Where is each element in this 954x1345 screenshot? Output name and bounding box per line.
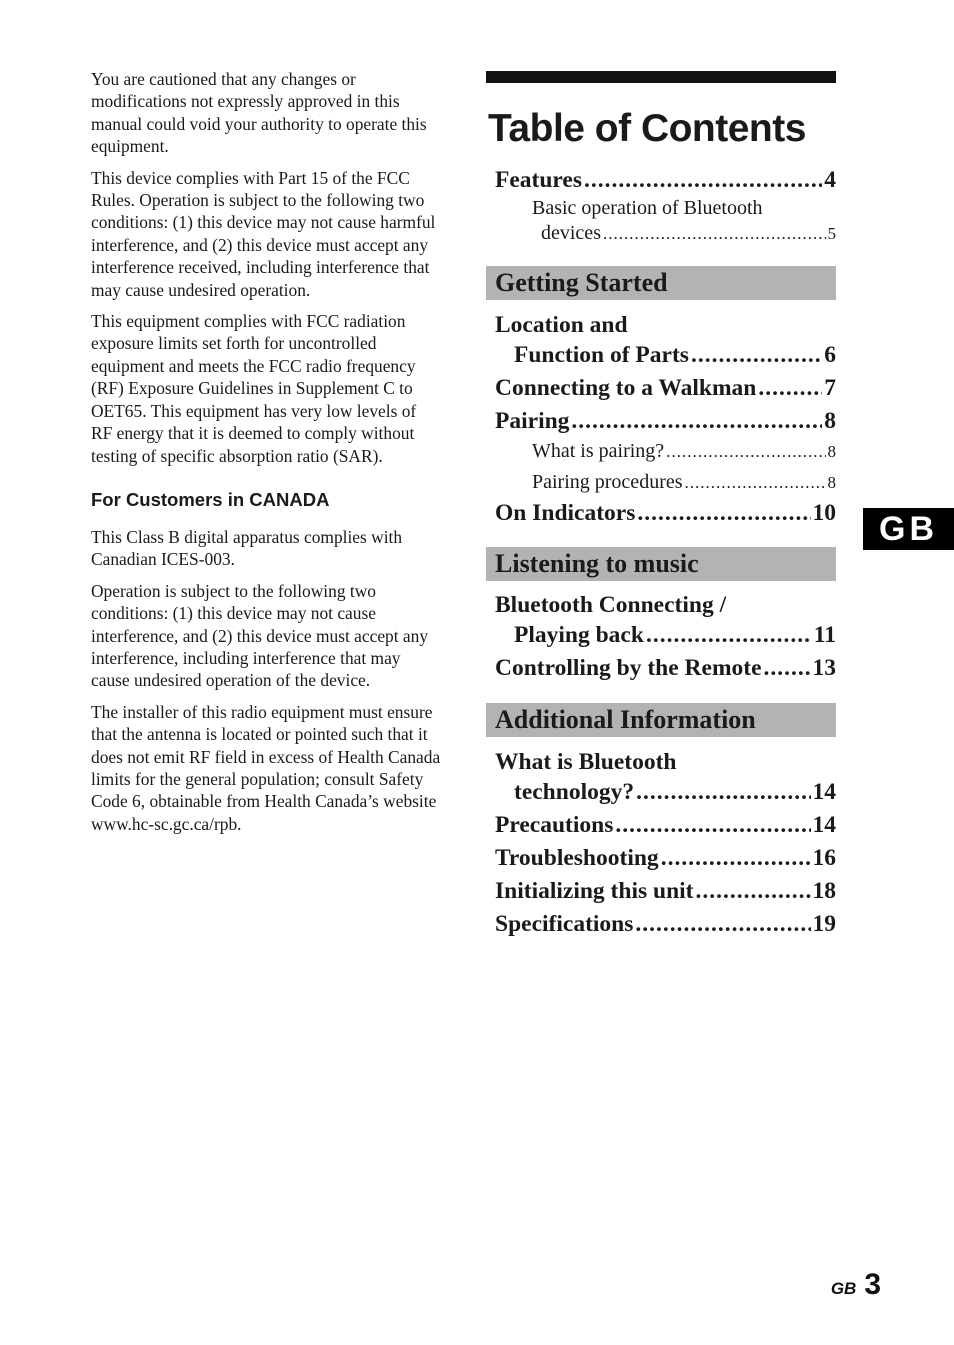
toc-entry-label: Initializing this unit bbox=[495, 878, 694, 904]
toc-entry-pairing-procedures[interactable] bbox=[486, 467, 836, 498]
toc-entry-what-is-bluetooth[interactable]: What is Bluetooth bbox=[495, 749, 677, 775]
page-number: 3 bbox=[864, 1268, 881, 1301]
toc-entry-label: On Indicators bbox=[495, 500, 636, 526]
toc-entry-label: Controlling by the Remote bbox=[495, 655, 762, 681]
installer-paragraph: The installer of this radio equipment must ensure that the antenna is located or pointed such that it does not emit RF field in excess of Health Canada limits for the general population; consult Safety Code 6, obtainable from Health Canada’s website www.hc-sc.gc.ca/rpb. bbox=[91, 701, 441, 834]
toc-entry-label: Precautions bbox=[495, 812, 614, 838]
toc-page: 8 bbox=[824, 408, 836, 434]
toc-entry-function-of-parts[interactable] bbox=[486, 340, 836, 370]
toc-page: 5 bbox=[827, 224, 836, 243]
canada-conditions-paragraph: Operation is subject to the following two conditions: (1) this device may not cause interference, and (2) this device must accept any interference, including interference that may cause undesired operation of the device. bbox=[91, 580, 429, 691]
ices-paragraph: This Class B digital apparatus complies with Canadian ICES-003. bbox=[91, 526, 403, 570]
section-listening-to-music: Listening to music bbox=[486, 547, 836, 581]
section-additional-information: Additional Information bbox=[486, 703, 836, 737]
toc-entry-label: Specifications bbox=[495, 911, 634, 937]
fcc-radiation-paragraph: This equipment complies with FCC radiation exposure limits set forth for uncontrolled equipment and meets the FCC radio frequency (RF) Exposure Guidelines in Supplement C to OET65. This equipment has very low levels of RF energy that it is deemed to comply without testing of specific absorption ratio (SAR). bbox=[91, 311, 417, 466]
toc-entry-initializing[interactable] bbox=[486, 876, 836, 906]
toc-title: Table of Contents bbox=[488, 107, 806, 150]
toc-page: 11 bbox=[813, 622, 836, 648]
toc-entry-label: devices bbox=[541, 222, 601, 244]
toc-page: 14 bbox=[812, 779, 836, 805]
toc-entry-label: Troubleshooting bbox=[495, 845, 659, 871]
toc-entry-label: Pairing procedures bbox=[532, 471, 683, 493]
toc-entry-indicators[interactable] bbox=[486, 498, 836, 528]
toc-page: 16 bbox=[812, 845, 836, 871]
toc-entry-precautions[interactable] bbox=[486, 810, 836, 840]
toc-entry-basic-operation[interactable] bbox=[486, 195, 836, 221]
toc-entry-label: Connecting to a Walkman bbox=[495, 375, 757, 401]
toc-entry-label: Playing back bbox=[514, 622, 644, 648]
toc-page: 19 bbox=[812, 911, 836, 937]
toc-page: 10 bbox=[812, 500, 836, 526]
toc-entry-playing-back[interactable] bbox=[486, 620, 836, 650]
toc-entry-label: What is pairing? bbox=[532, 440, 665, 462]
footer-region-code: GB bbox=[830, 1279, 857, 1298]
toc-page: 4 bbox=[824, 167, 836, 193]
toc-entry-what-is-pairing[interactable] bbox=[486, 436, 836, 467]
toc-entry-features[interactable] bbox=[486, 165, 836, 195]
toc-entry-label: Pairing bbox=[495, 408, 570, 434]
toc-page: 8 bbox=[827, 473, 836, 492]
toc-page: 8 bbox=[827, 442, 836, 461]
toc-entry-connecting[interactable] bbox=[486, 373, 836, 403]
language-tab: GB bbox=[863, 508, 954, 550]
toc-entry-location[interactable]: Location and bbox=[495, 312, 628, 338]
toc-page: 18 bbox=[812, 878, 836, 904]
toc-entry-remote[interactable] bbox=[486, 653, 836, 683]
toc-page: 13 bbox=[812, 655, 836, 681]
table-of-contents bbox=[486, 71, 836, 939]
compliance-notes bbox=[91, 68, 441, 844]
toc-entry-label: Basic operation of Bluetooth bbox=[532, 197, 763, 219]
toc-page: 6 bbox=[824, 342, 836, 368]
title-rule bbox=[486, 71, 836, 83]
toc-entry-label: Features bbox=[495, 167, 583, 193]
toc-entry-technology[interactable] bbox=[486, 777, 836, 807]
toc-entry-pairing[interactable] bbox=[486, 406, 836, 436]
fcc-part15-paragraph: This device complies with Part 15 of the FCC Rules. Operation is subject to the following two conditions: (1) this device may not cause harmful interference, and (2) this device must accept any interference received, including interference that may cause undesired operation. bbox=[91, 167, 436, 300]
page-footer bbox=[831, 1268, 881, 1302]
caution-paragraph: You are cautioned that any changes or modifications not expressly approved in this manual could void your authority to operate this equipment. bbox=[91, 69, 427, 157]
toc-page: 7 bbox=[824, 375, 836, 401]
canada-heading: For Customers in CANADA bbox=[91, 488, 330, 510]
toc-entry-specifications[interactable] bbox=[486, 909, 836, 939]
toc-entry-basic-operation-cont[interactable] bbox=[486, 221, 836, 246]
toc-entry-label: technology? bbox=[514, 779, 635, 805]
toc-entry-label: Function of Parts bbox=[514, 342, 689, 368]
section-getting-started: Getting Started bbox=[486, 266, 836, 300]
toc-entry-troubleshooting[interactable] bbox=[486, 843, 836, 873]
toc-page: 14 bbox=[812, 812, 836, 838]
toc-entry-bluetooth-connecting[interactable]: Bluetooth Connecting / bbox=[495, 592, 727, 618]
